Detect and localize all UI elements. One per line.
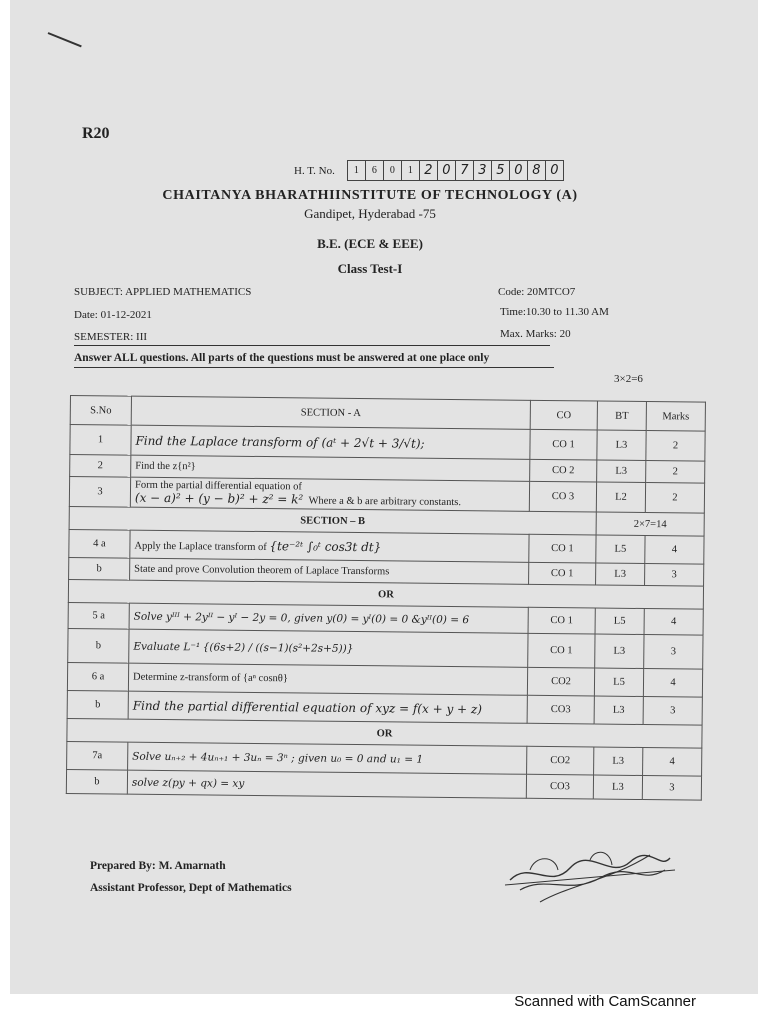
question-co: CO 1 [529,534,596,563]
signature-icon [500,840,680,910]
prepared-by: Prepared By: M. Amarnath [90,860,226,872]
question-text: Find the Laplace transform of (aᵗ + 2√t + 3/√t); [131,425,530,459]
subject-text: SUBJECT: APPLIED MATHEMATICS [74,286,252,298]
question-co: CO2 [527,667,594,696]
hall-ticket-boxes [347,160,564,181]
question-marks: 3 [644,635,703,670]
question-co: CO3 [526,774,593,799]
htno-digit: 0 [550,163,559,178]
header-sno: S.No [70,396,131,426]
question-number: b [66,769,127,794]
question-number: 1 [70,425,131,456]
question-text: Find the partial differential equation of xyz = f(x + y + z) [128,691,527,723]
divider [74,367,554,368]
question-number: b [68,628,129,663]
htno-digit: 1 [402,161,420,180]
or-label: OR [67,718,702,748]
question-text [129,629,528,667]
question-note: Where a & b are arbitrary constants. [308,495,462,509]
question-line: Form the partial differential equation of [135,479,302,493]
max-marks-text: Max. Marks: 20 [500,328,571,340]
college-name: CHAITANYA BHARATHIINSTITUTE OF TECHNOLOGY (A) [162,188,578,203]
question-co: CO 1 [528,633,595,668]
program-title: B.E. (ECE & EEE) [317,236,423,251]
htno-digit: 0 [384,161,402,180]
pen-stroke-mark [48,32,82,47]
question-co: CO3 [527,695,594,724]
question-bt: L3 [595,634,644,669]
question-marks: 4 [643,748,702,777]
question-bt: L3 [594,747,643,776]
question-co: CO 2 [530,459,597,482]
question-marks: 2 [646,431,705,462]
question-number: 6 a [67,662,128,691]
question-co: CO 1 [529,562,596,585]
question-equation: {te⁻²ᵗ ∫₀ᵗ cos3t dt} [269,538,382,554]
question-number: 3 [69,477,130,508]
question-co: CO 1 [528,607,595,634]
question-number: 4 a [69,529,130,558]
question-marks: 4 [644,609,703,636]
question-bt: L3 [594,696,643,725]
htno-digit: 3 [474,161,492,180]
question-text: Find the z{n²} [131,455,530,481]
college-address: Gandipet, Hyderabad -75 [304,206,436,221]
question-bt: L5 [594,668,643,697]
question-line: Evaluate L⁻¹ [133,640,201,653]
header-section-a: SECTION - A [131,396,530,429]
hall-ticket-row [294,160,564,181]
header-bt: BT [597,401,646,431]
question-equation: (x − a)² + (y − b)² + z² = k² [134,490,304,507]
htno-digit: 0 [510,161,528,180]
htno-digit: 0 [438,161,456,180]
exam-date: Date: 01-12-2021 [74,309,152,321]
author-designation: Assistant Professor, Dept of Mathematics [90,882,292,894]
question-text: Solve yᴵᴵᴵ + 2yᴵᴵ − yᴵ − 2y = 0, given y(0) = yᴵ(0) = 0 &yᴵᴵ(0) = 6 [129,603,528,633]
htno-digit: 7 [456,161,474,180]
question-bt: L3 [597,430,646,461]
question-marks: 2 [646,461,705,484]
question-line: Apply the Laplace transform of [134,540,267,553]
regulation-code: R20 [82,125,110,142]
test-title: Class Test-I [337,261,403,276]
question-marks: 3 [642,776,701,801]
section-a-marks-formula: 3×2=6 [614,373,643,385]
question-marks: 3 [645,564,704,587]
subject-code: Code: 20MTCO7 [498,286,576,298]
question-equation: {(6s+2) / ((s−1)(s²+2s+5))} [202,640,354,655]
question-bt: L3 [597,460,646,483]
divider [74,345,550,346]
question-bt: L5 [596,535,645,564]
header-marks: Marks [646,402,705,432]
htno-digit: 5 [492,161,510,180]
exam-instructions: Answer ALL questions. All parts of the questions must be answered at one place only [74,352,490,364]
scanned-paper [10,0,758,994]
or-label: OR [68,579,703,609]
scanner-watermark: Scanned with CamScanner [514,993,696,1010]
question-marks: 3 [643,697,702,726]
question-number: 7a [67,741,128,770]
question-bt: L3 [593,775,642,800]
question-text: Solve uₙ₊₂ + 4uₙ₊₁ + 3uₙ = 3ⁿ ; given u₀ = 0 and u₁ = 1 [128,742,527,774]
htno-digit: 8 [528,161,546,180]
section-b-heading: SECTION – B [69,506,596,535]
question-bt: L3 [596,563,645,586]
question-text: solve z(py + qx) = xy [127,770,526,798]
question-marks: 4 [645,536,704,565]
question-number: b [67,690,128,719]
question-text: Determine z-transform of {aⁿ cosnθ} [128,663,527,695]
header-co: CO [530,400,597,430]
question-co: CO 1 [530,429,597,460]
hall-ticket-label: H. T. No. [294,164,335,177]
question-bt: L2 [596,482,645,513]
question-marks: 4 [643,669,702,698]
question-co: CO2 [527,746,594,775]
htno-digit: 6 [366,161,384,180]
htno-digit: 1 [348,161,366,180]
htno-digit: 2 [420,161,438,180]
question-text [130,477,529,511]
question-bt: L5 [595,608,644,635]
question-number: 2 [70,455,131,478]
question-co: CO 3 [529,481,596,512]
section-b-marks-formula: 2×7=14 [596,512,704,536]
semester-text: SEMESTER: III [74,331,148,343]
exam-time: Time:10.30 to 11.30 AM [500,306,609,318]
question-marks: 2 [645,483,704,514]
question-text: State and prove Convolution theorem of Laplace Transforms [130,558,529,584]
question-number: 5 a [68,602,129,629]
question-table [66,395,706,801]
question-text [130,530,529,562]
question-number: b [69,557,130,580]
